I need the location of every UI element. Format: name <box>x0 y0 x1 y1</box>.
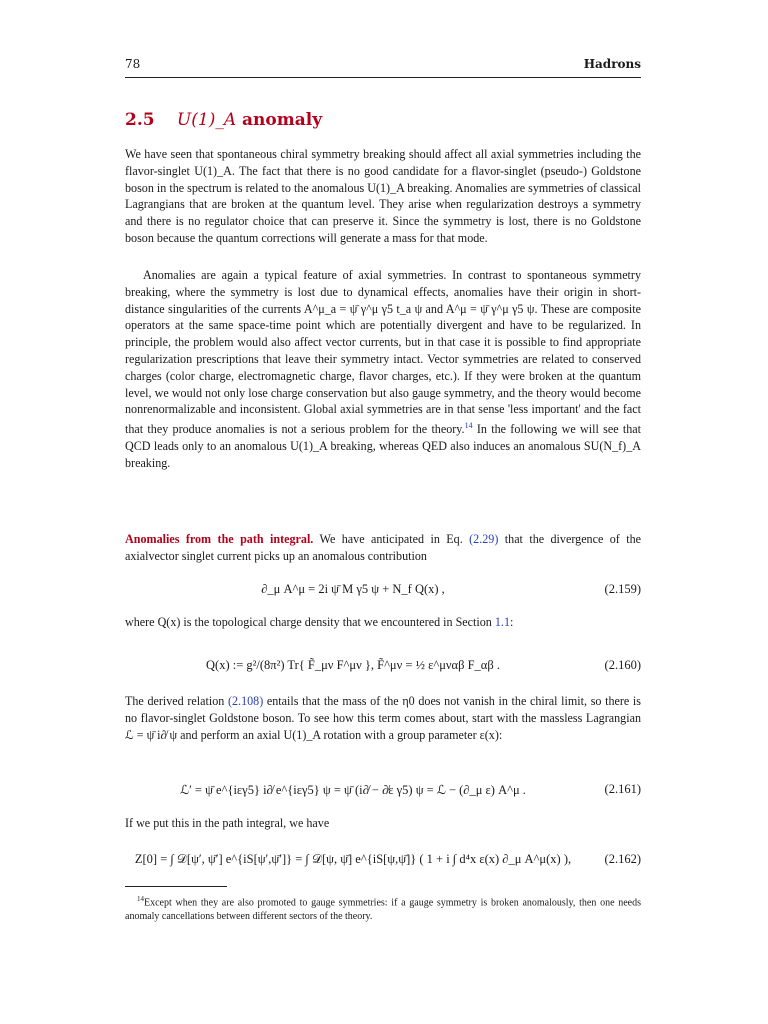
equation-2-162 <box>125 842 641 882</box>
paragraph-topological <box>125 614 641 631</box>
equation-tag: (2.162) <box>604 852 641 866</box>
paragraph-path-integral-a: We have anticipated in Eq. <box>313 532 470 546</box>
equation-2-159 <box>125 577 641 605</box>
equation-body: Q(x) := g²/(8π²) Tr{ F̃_μν F^μν }, F̃^μν = ½ ε^μναβ F_αβ . <box>206 658 500 672</box>
equation-body: ℒ′ = ψ̄ e^{iεγ5} i∂̸ e^{iεγ5} ψ = ψ̄ (i∂̸ − ∂̸ε γ5) ψ = ℒ − (∂_μ ε) A^μ . <box>180 783 526 797</box>
section-title-word: anomaly <box>242 110 323 130</box>
paragraph-anomalies-a: Anomalies are again a typical feature of axial symmetries. In contrast to spontaneous symmetry breaking, where the symmetry is lost due to dynamical effects, anomalies have their origin in short-distance singularities of the currents A^μ_a = ψ̄ γ^μ γ5 t_a ψ and A^μ = ψ̄ γ^μ γ5 ψ. These are composite operators at the same space-time point which are potentially divergent and have to be regularized. In principle, the problem would also affect vector currents, but in that case it is possible to find appropriate regularization prescriptions that leave their symmetry intact. Vector symmetries are related to conserved charges (color charge, electromagnetic charge, flavor charges, etc.). If they were broken at the quantum level, we would not only lose charge conservation but also gauge symmetry, and the theory would become nonrenormalizable and inconsistent. Global axial symmetries are in that sense 'less important' and the fact that they produce anomalies is not a serious problem for the theory. <box>125 268 641 437</box>
header-rule <box>125 77 641 78</box>
section-ref-1-1[interactable]: 1.1 <box>494 615 510 629</box>
paragraph-derived-b: entails that the mass of the η0 does not vanish in the chiral limit, so there is no flavor-singlet Goldstone boson. To see how this term comes about, start with the massless Lagrangian ℒ = ψ̄ i∂̸ ψ and perform an axial U(1)_A rotation with a group parameter ε(x): <box>125 694 641 742</box>
footnote-text: Except when they are also promoted to gauge symmetries: if a gauge symmetry is broken anomalously, then one needs anomaly cancellations between different sectors of the theory. <box>125 897 641 923</box>
section-number: 2.5 <box>125 110 155 130</box>
equation-body: ∂_μ A^μ = 2i ψ̄ M γ5 ψ + N_f Q(x) , <box>261 582 445 596</box>
equation-tag: (2.160) <box>604 658 641 672</box>
footnote-number: 14 <box>137 895 144 903</box>
paragraph-derived-relation <box>125 693 641 743</box>
paragraph-anomalies-b: In the following we will see that QCD leads only to an anomalous U(1)_A breaking, whereas QED also induces an anomalous SU(N_f)_A breaking. <box>125 422 641 470</box>
paragraph-anomalies <box>125 267 641 472</box>
eq-ref-2-108[interactable]: (2.108) <box>227 694 264 708</box>
paragraph-path-integral-intro: If we put this in the path integral, we have <box>125 816 330 830</box>
paragraph-derived-a: The derived relation <box>125 694 228 708</box>
equation-2-161 <box>125 777 641 805</box>
paragraph-topological-b: : <box>510 615 514 629</box>
footnote <box>125 892 641 924</box>
running-header <box>125 57 641 73</box>
equation-tag: (2.159) <box>604 582 641 596</box>
paragraph-topological-a: where Q(x) is the topological charge density that we encountered in Section <box>125 615 495 629</box>
run-in-heading: Anomalies from the path integral. <box>125 532 314 546</box>
equation-tag: (2.161) <box>604 782 641 796</box>
equation-body: Z[0] = ∫ 𝒟[ψ′, ψ̄′] e^{iS[ψ′,ψ̄′]} = ∫ 𝒟[ψ, ψ̄] e^{iS[ψ,ψ̄]} ( 1 + i ∫ d⁴x ε(x) ∂_μ A^μ(x) ), <box>134 852 572 866</box>
page-number: 78 <box>125 57 141 71</box>
section-heading <box>125 110 641 130</box>
footnote-rule <box>125 886 227 887</box>
section-title-math: U(1)_A <box>176 110 237 130</box>
paragraph-path-integral <box>125 531 641 565</box>
paragraph-intro: We have seen that spontaneous chiral symmetry breaking should affect all axial symmetries including the flavor-singlet U(1)_A. The fact that there is no good candidate for a flavor-singlet (pseudo-) Goldstone boson in the spectrum is related to the anomalous U(1)_A breaking. Anomalies are symmetries of classical Lagrangians that are broken at the quantum level. They arise when regularization destroys a symmetry and there is no regulator choice that can preserve it. Since the symmetry is lost, there is no Goldstone boson because the quantum corrections will generate a mass for that mode. <box>125 147 641 245</box>
footnote-marker[interactable]: 14 <box>464 421 473 431</box>
paragraph-path-integral-b: that the divergence of the axialvector singlet current picks up an anomalous contribution <box>125 532 642 563</box>
eq-ref-2-29[interactable]: (2.29) <box>469 532 499 546</box>
chapter-title: Hadrons <box>583 57 641 71</box>
equation-2-160 <box>125 648 641 684</box>
